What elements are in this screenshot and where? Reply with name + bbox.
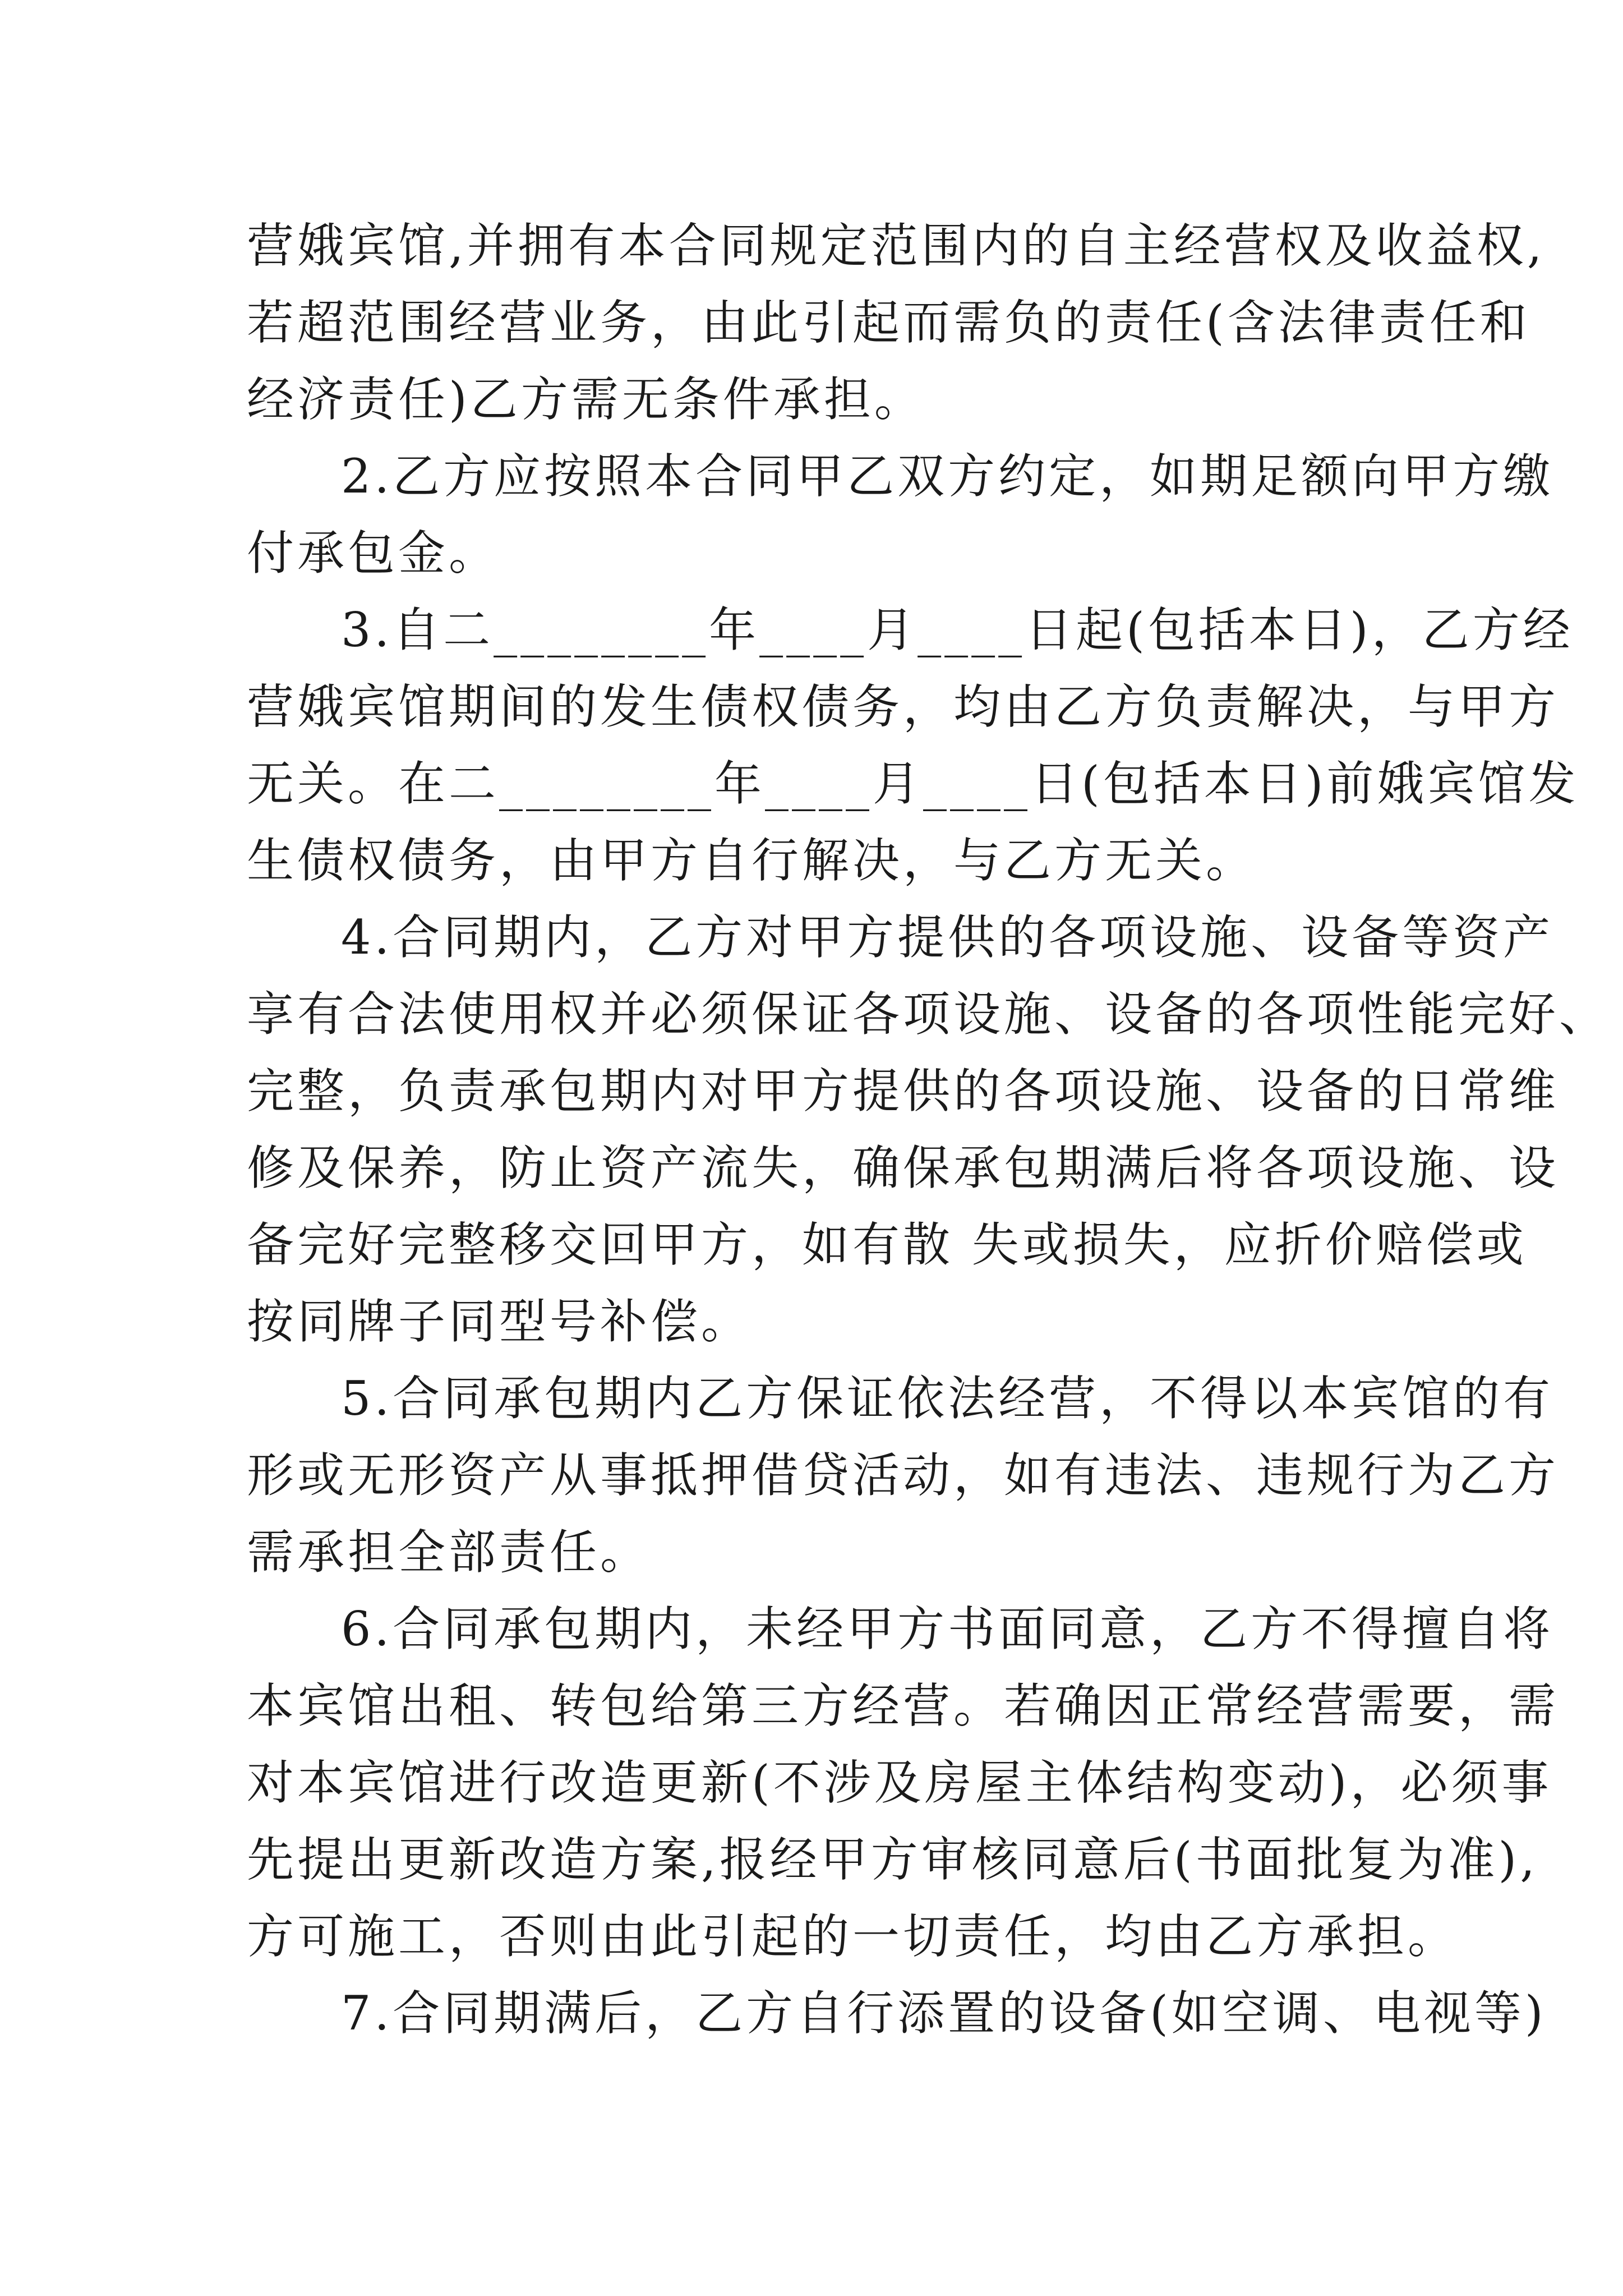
text-line: 营娥宾馆期间的发生债权债务，均由乙方负责解决，与甲方 <box>247 679 1560 734</box>
text-line: 生债权债务，由甲方自行解决，与乙方无关。 <box>247 833 1257 888</box>
text-line: 先提出更新改造方案,报经甲方审核同意后(书面批复为准), <box>247 1832 1538 1887</box>
text-line: 本宾馆出租、转包给第三方经营。若确因正常经营需要，需 <box>247 1678 1560 1733</box>
text-line: 方可施工，否则由此引起的一切责任，均由乙方承担。 <box>247 1909 1459 1964</box>
text-line: 备完好完整移交回甲方，如有散 失或损失，应折价赔偿或 <box>247 1217 1527 1272</box>
text-line: 若超范围经营业务，由此引起而需负的责任(含法律责任和 <box>247 295 1530 350</box>
clause-6-line: 6.合同承包期内，未经甲方书面同意，乙方不得擅自将 <box>341 1602 1554 1657</box>
text-line: 完整，负责承包期内对甲方提供的各项设施、设备的日常维 <box>247 1064 1560 1119</box>
text-line: 无关。在二________年____月____日(包括本日)前娥宾馆发 <box>247 756 1579 811</box>
text-line: 修及保养，防止资产流失，确保承包期满后将各项设施、设 <box>247 1140 1560 1195</box>
text-line: 对本宾馆进行改造更新(不涉及房屋主体结构变动)，必须事 <box>247 1755 1552 1810</box>
clause-5-line: 5.合同承包期内乙方保证依法经营，不得以本宾馆的有 <box>341 1371 1554 1426</box>
text-line: 需承担全部责任。 <box>247 1525 651 1580</box>
clause-2-line: 2.乙方应按照本合同甲乙双方约定，如期足额向甲方缴 <box>341 449 1554 504</box>
text-line: 营娥宾馆,并拥有本合同规定范围内的自主经营权及收益权, <box>247 218 1546 273</box>
clause-7-line: 7.合同期满后，乙方自行添置的设备(如空调、电视等) <box>341 1986 1547 2041</box>
text-line: 享有合法使用权并必须保证各项设施、设备的各项性能完好、 <box>247 987 1610 1042</box>
clause-4-line: 4.合同期内，乙方对甲方提供的各项设施、设备等资产 <box>341 910 1554 965</box>
document-body <box>247 208 1610 2052</box>
text-line: 经济责任)乙方需无条件承担。 <box>247 372 925 427</box>
text-line: 形或无形资产从事抵押借贷活动，如有违法、违规行为乙方 <box>247 1448 1560 1503</box>
clause-3-line: 3.自二________年____月____日起(包括本日)，乙方经 <box>341 602 1574 657</box>
text-line: 付承包金。 <box>247 526 500 581</box>
text-line: 按同牌子同型号补偿。 <box>247 1294 752 1349</box>
